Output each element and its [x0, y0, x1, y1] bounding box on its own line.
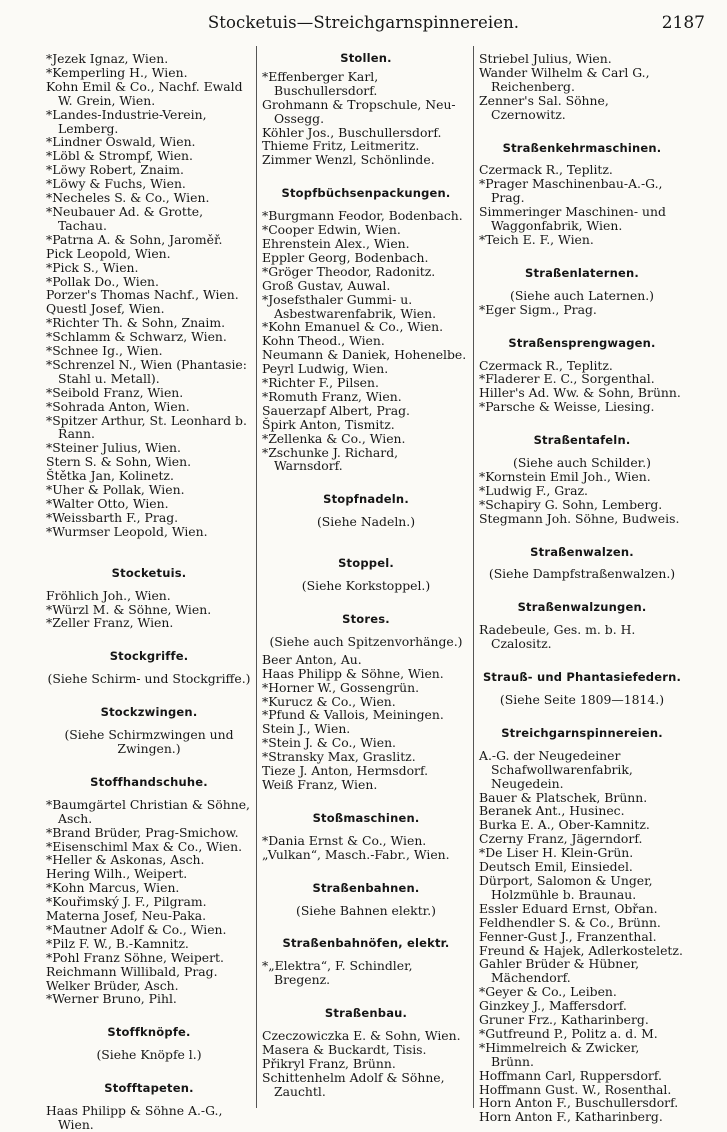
list-item: Přikryl Franz, Brünn. — [262, 1055, 396, 1071]
list-item: *Necheles S. & Co., Wien. — [46, 190, 210, 206]
list-item: *Pohl Franz Söhne, Weipert. — [46, 949, 224, 965]
list-item: *Josefsthaler Gummi- u. Asbestwarenfabrik, Wien. — [262, 291, 437, 321]
list-item: *Kohn Marcus, Wien. — [46, 880, 180, 896]
list-item: Špirk Anton, Tismitz. — [262, 416, 395, 432]
list-item: *Richter Th. & Sohn, Znaim. — [46, 315, 226, 331]
list-item: *Horner W., Gossengrün. — [262, 679, 420, 695]
list-item: Fenner-Gust J., Franzenthal. — [479, 928, 657, 944]
list-item: Czerny Franz, Jägerndorf. — [479, 831, 643, 847]
list-item: Ginzkey J., Maffersdorf. — [479, 998, 627, 1014]
list-item: *Romuth Franz, Wien. — [262, 388, 402, 404]
list-item: *Schnee Ig., Wien. — [46, 343, 163, 359]
list-item: *Gutfreund P., Politz a. d. M. — [479, 1025, 658, 1041]
list-item: Kohn Emil & Co., Nachf. Ewald W. Grein, Wien. — [46, 78, 243, 108]
see-reference: (Siehe auch Schilder.) — [512, 455, 652, 471]
list-item: *Sohrada Anton, Wien. — [46, 398, 190, 414]
list-item: *Eisenschiml Max & Co., Wien. — [46, 838, 243, 854]
list-item: *Kurucz & Co., Wien. — [262, 693, 396, 709]
list-item: *Steiner Julius, Wien. — [46, 440, 181, 456]
list-item: *Pick S., Wien. — [46, 259, 139, 275]
list-item: *Schrenzel N., Wien (Phantasie: Stahl u. Metall). — [46, 356, 247, 386]
list-item: *Zellenka & Co., Wien. — [262, 430, 406, 446]
section-heading: Straßentafeln. — [533, 433, 631, 448]
list-item: Feldhendler S. & Co., Brünn. — [479, 914, 661, 930]
see-reference: (Siehe auch Laternen.) — [509, 287, 654, 303]
list-item: *Effenberger Karl, Buschullersdorf. — [262, 68, 379, 98]
section-heading: Stores. — [342, 612, 390, 626]
list-item: Gahler Brüder & Hübner, Mächendorf. — [479, 956, 640, 986]
list-item: Wander Wilhelm & Carl G., Reichenberg. — [479, 64, 650, 94]
list-item: Beer Anton, Au. — [262, 651, 362, 667]
section-heading: Straßensprengwagen. — [508, 335, 656, 350]
list-item: Groß Gustav, Auwal. — [262, 277, 391, 293]
section-heading: Straßenwalzungen. — [517, 600, 647, 615]
list-item: *De Liser H. Klein-Grün. — [479, 845, 634, 861]
list-item: *Fladerer E. C., Sorgenthal. — [479, 371, 655, 387]
see-reference: (Siehe Korkstoppel.) — [301, 578, 431, 594]
list-item: *Teich E. F., Wien. — [479, 231, 594, 247]
list-item: *Schlamm & Schwarz, Wien. — [46, 329, 227, 345]
list-item: Stegmann Joh. Söhne, Budweis. — [479, 510, 680, 526]
see-reference: (Siehe Seite 1809—1814.) — [499, 692, 665, 707]
list-item: *Eger Sigm., Prag. — [479, 301, 597, 317]
list-item: Neumann & Daniek, Hohenelbe. — [262, 347, 467, 363]
list-item: *Lindner Oswald, Wien. — [46, 134, 196, 150]
list-item: *Brand Brüder, Prag-Smichow. — [46, 824, 239, 840]
section-heading: Stoßmaschinen. — [312, 810, 420, 825]
section-heading: Strauß- und Phantasiefedern. — [482, 670, 682, 685]
list-item: *Uher & Pollak, Wien. — [46, 482, 185, 498]
list-item: *Kemperling H., Wien. — [46, 64, 188, 80]
list-item: Tieze J. Anton, Hermsdorf. — [262, 763, 429, 779]
list-item: Grohmann & Tropschule, Neu-Ossegg. — [262, 96, 456, 126]
section-heading: Stockzwingen. — [100, 705, 198, 720]
section-heading: Stoffhandschuhe. — [90, 774, 208, 789]
list-item: *Zschunke J. Richard, Warnsdorf. — [262, 444, 399, 474]
list-item: *„Elektra“, F. Schindler, Bregenz. — [262, 958, 413, 988]
list-item: Pick Leopold, Wien. — [46, 245, 171, 261]
list-item: Czeczowiczka E. & Sohn, Wien. — [262, 1028, 461, 1044]
column-1 — [46, 52, 252, 1132]
section-heading: Straßenkehrmaschinen. — [502, 140, 662, 155]
list-item: Masera & Buckardt, Tisis. — [262, 1041, 427, 1057]
page-title: Stocketuis—Streichgarnspinnereien. — [207, 13, 520, 32]
see-reference: (Siehe auch Spitzenvorhänge.) — [269, 633, 463, 649]
section-heading: Streichgarnspinnereien. — [501, 725, 663, 740]
list-item: *Heller & Askonas, Asch. — [46, 852, 205, 868]
list-item: Horn Anton F., Buschullersdorf. — [479, 1095, 679, 1111]
column-divider — [256, 46, 257, 1108]
list-item: Weiß Franz, Wien. — [262, 776, 378, 792]
column-2 — [262, 52, 470, 1099]
list-item: *Jezek Ignaz, Wien. — [46, 51, 169, 66]
list-item: *Patrna A. & Sohn, Jaroměř. — [46, 231, 223, 247]
list-item: *Baumgärtel Christian & Söhne, Asch. — [46, 796, 250, 826]
see-reference: (Siehe Nadeln.) — [316, 514, 416, 530]
list-item: Sauerzapf Albert, Prag. — [262, 402, 410, 418]
list-item: Stein J., Wien. — [262, 721, 351, 737]
column-divider — [473, 46, 474, 1108]
list-item: *Landes-Industrie-Verein, Lemberg. — [46, 106, 207, 136]
list-item: *Löwy & Fuchs, Wien. — [46, 176, 186, 192]
section-heading: Stockgriffe. — [109, 649, 189, 664]
list-item: *Burgmann Feodor, Bodenbach. — [262, 208, 463, 224]
section-heading: Straßenbahnöfen, elektr. — [282, 936, 450, 951]
list-item: Questl Josef, Wien. — [46, 301, 165, 317]
section-heading: Stopfnadeln. — [323, 492, 409, 507]
list-item: Hoffmann Gust. W., Rosenthal. — [479, 1081, 672, 1097]
list-item: Haas Philipp & Söhne A.-G., Wien. — [46, 1103, 223, 1132]
list-item: Ehrenstein Alex., Wien. — [262, 235, 410, 251]
list-item: *Weissbarth F., Prag. — [46, 509, 179, 525]
list-item: Fröhlich Joh., Wien. — [46, 587, 171, 603]
section-heading: Stocketuis. — [111, 565, 187, 580]
list-item: Beranek Ant., Husinec. — [479, 803, 625, 819]
list-item: Freund & Hajek, Adlerkosteletz. — [479, 942, 683, 958]
list-item: Hoffmann Carl, Ruppersdorf. — [479, 1067, 662, 1083]
list-item: *Neubauer Ad. & Grotte, Tachau. — [46, 203, 204, 233]
see-reference: (Siehe Bahnen elektr.) — [295, 902, 437, 918]
list-item: Essler Eduard Ernst, Obřan. — [479, 900, 658, 916]
list-item: Hering Wilh., Weipert. — [46, 866, 188, 882]
list-item: *Löwy Robert, Znaim. — [46, 162, 184, 178]
list-item: Hiller's Ad. Ww. & Sohn, Brünn. — [479, 385, 681, 401]
list-item: *Gröger Theodor, Radonitz. — [262, 263, 436, 279]
section-heading: Straßenlaternen. — [525, 265, 639, 280]
list-item: Deutsch Emil, Einsiedel. — [479, 859, 633, 875]
list-item: *Cooper Edwin, Wien. — [262, 222, 401, 238]
list-item: *Pfund & Vallois, Meiningen. — [262, 707, 444, 723]
list-item: Köhler Jos., Buschullersdorf. — [262, 124, 442, 140]
list-item: Radebeule, Ges. m. b. H. Czalositz. — [479, 622, 636, 652]
section-heading: Stofftapeten. — [104, 1081, 194, 1096]
list-item: Porzer's Thomas Nachf., Wien. — [46, 287, 239, 303]
list-item: *Himmelreich & Zwicker, Brünn. — [479, 1039, 640, 1069]
list-item: *Kouřimský J. F., Pilgram. — [46, 894, 207, 910]
list-item: *Parsche & Weisse, Liesing. — [479, 399, 655, 415]
see-reference: (Siehe Schirmzwingen und Zwingen.) — [64, 727, 234, 756]
list-item: „Vulkan“, Masch.-Fabr., Wien. — [262, 846, 450, 862]
list-item: Peyrl Ludwig, Wien. — [262, 361, 389, 377]
list-item: *Dania Ernst & Co., Wien. — [262, 832, 427, 848]
list-item: *Spitzer Arthur, St. Leonhard b. Rann. — [46, 412, 247, 442]
list-item: *Stransky Max, Graslitz. — [262, 749, 416, 765]
section-heading: Stoffknöpfe. — [107, 1025, 191, 1040]
list-item: *Löbl & Strompf, Wien. — [46, 148, 193, 164]
list-item: *Kornstein Emil Joh., Wien. — [479, 468, 651, 484]
list-item: Stern S. & Sohn, Wien. — [46, 454, 192, 470]
list-item: *Mautner Adolf & Co., Wien. — [46, 921, 227, 937]
list-item: Reichmann Willibald, Prag. — [46, 963, 218, 979]
list-item: *Werner Bruno, Pihl. — [46, 991, 177, 1007]
list-item: *Geyer & Co., Leiben. — [479, 984, 617, 1000]
section-heading: Straßenbau. — [324, 1006, 408, 1021]
list-item: Bauer & Platschek, Brünn. — [479, 789, 648, 805]
list-item: Zimmer Wenzl, Schönlinde. — [262, 152, 435, 168]
list-item: *Ludwig F., Graz. — [479, 482, 588, 498]
list-item: A.-G. der Neugedeiner Schafwollwarenfabrik, Neugedein. — [479, 747, 633, 791]
list-item: *Prager Maschinenbau-A.-G., Prag. — [479, 176, 663, 206]
list-item: Schittenhelm Adolf & Söhne, Zauchtl. — [262, 1069, 445, 1099]
list-item: *Pilz F. W., B.-Kamnitz. — [46, 935, 189, 951]
page-number: 2187 — [661, 13, 705, 33]
list-item: Eppler Georg, Bodenbach. — [262, 249, 429, 265]
list-item: *Schapiry G. Sohn, Lemberg. — [479, 496, 663, 512]
column-3 — [479, 52, 685, 1124]
list-item: Materna Josef, Neu-Paka. — [46, 908, 207, 924]
list-item: Gruner Frz., Katharinberg. — [479, 1012, 649, 1028]
page-header — [0, 10, 727, 36]
list-item: Czermack R., Teplitz. — [479, 357, 613, 373]
entry-list — [46, 52, 252, 539]
list-item: *Stein J. & Co., Wien. — [262, 735, 396, 751]
list-item: Dürport, Salomon & Unger, Holzmühle b. Braunau. — [479, 872, 653, 902]
list-item: Striebel Julius, Wien. — [479, 51, 612, 66]
list-item: *Richter F., Pilsen. — [262, 375, 379, 391]
section-heading: Straßenbahnen. — [312, 880, 420, 895]
section-heading: Stoppel. — [338, 556, 394, 571]
list-item: *Zeller Franz, Wien. — [46, 615, 174, 631]
section-heading: Stollen. — [340, 51, 392, 65]
list-item: *Walter Otto, Wien. — [46, 496, 169, 511]
list-item: Horn Anton F., Katharinberg. — [479, 1109, 663, 1125]
list-item: Burka E. A., Ober-Kamnitz. — [479, 817, 650, 833]
list-item: Simmeringer Maschinen- und Waggonfabrik, Wien. — [479, 204, 666, 234]
list-item: Haas Philipp & Söhne, Wien. — [262, 665, 444, 681]
list-item: Czermack R., Teplitz. — [479, 162, 613, 178]
see-reference: (Siehe Schirm- und Stockgriffe.) — [47, 671, 251, 687]
section-heading: Stopfbüchsenpackungen. — [281, 186, 451, 201]
list-item: *Wurmser Leopold, Wien. — [46, 523, 208, 539]
list-item: *Würzl M. & Söhne, Wien. — [46, 601, 212, 617]
list-item: *Kohn Emanuel & Co., Wien. — [262, 319, 444, 335]
list-item: Welker Brüder, Asch. — [46, 977, 179, 993]
see-reference: (Siehe Knöpfe l.) — [96, 1047, 202, 1063]
section-heading: Straßenwalzen. — [530, 544, 634, 559]
see-reference: (Siehe Dampfstraßenwalzen.) — [488, 566, 676, 582]
list-item: Štětka Jan, Kolinetz. — [46, 468, 174, 484]
list-item: Zenner's Sal. Söhne, Czernowitz. — [479, 92, 609, 122]
list-item: Kohn Theod., Wien. — [262, 333, 385, 349]
list-item: *Pollak Do., Wien. — [46, 273, 159, 289]
list-item: Thieme Fritz, Leitmeritz. — [262, 138, 420, 154]
list-item: *Seibold Franz, Wien. — [46, 384, 184, 400]
